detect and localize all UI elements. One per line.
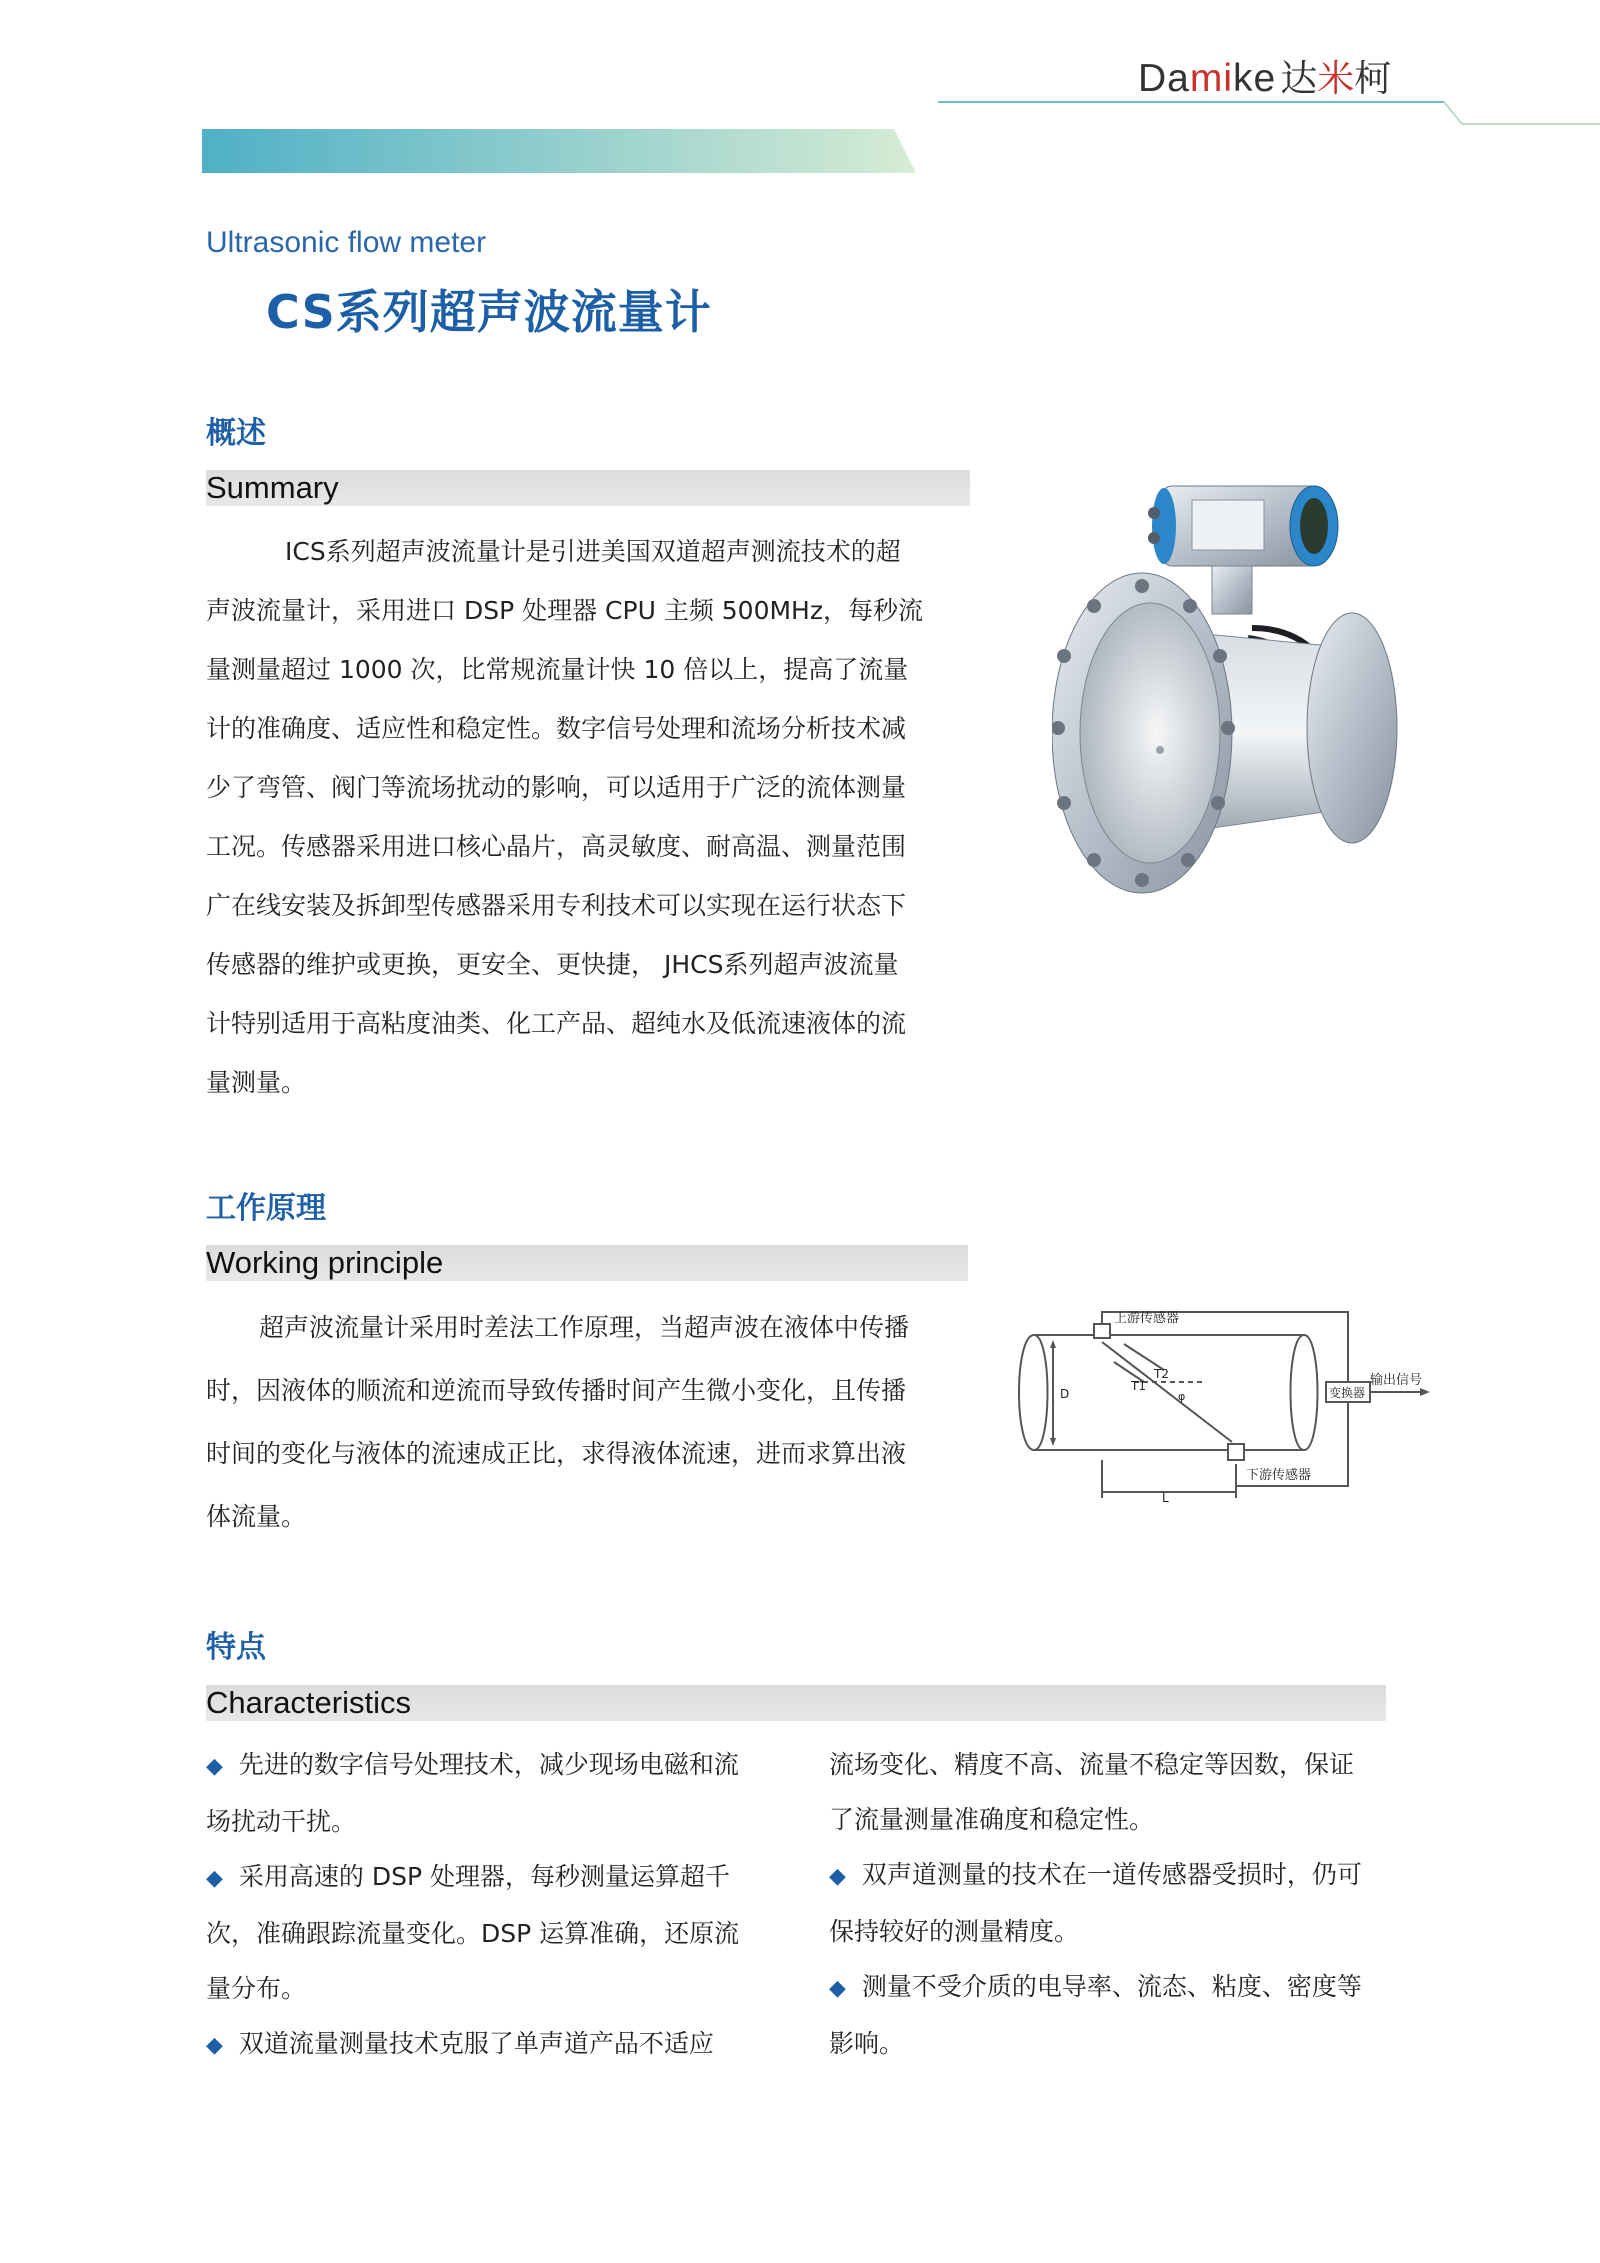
flow-meter-image xyxy=(1052,478,1402,898)
diamond-bullet-icon: ◆ xyxy=(829,1864,846,1889)
diamond-bullet-icon: ◆ xyxy=(206,2033,223,2058)
summary-line: 传感器的维护或更换，更安全、更快捷， JHCS系列超声波流量 xyxy=(206,950,899,979)
feature-item: 流场变化、精度不高、流量不稳定等因数，保证 xyxy=(829,1750,1355,1779)
feature-item: 量分布。 xyxy=(206,1974,307,2003)
page-subtitle: Ultrasonic flow meter xyxy=(206,226,487,259)
principle-diagram xyxy=(1014,1302,1434,1512)
summary-line: 广在线安装及拆卸型传感器采用专利技术可以实现在运行状态下 xyxy=(206,891,907,920)
feature-item: 次，准确跟踪流量变化。DSP 运算准确，还原流 xyxy=(206,1919,740,1948)
summary-line: 少了弯管、阀门等流场扰动的影响，可以适用于广泛的流体测量 xyxy=(206,773,907,802)
feature-item: 场扰动干扰。 xyxy=(206,1807,357,1836)
principle-heading-en: Working principle xyxy=(206,1245,444,1280)
diamond-bullet-icon: ◆ xyxy=(829,1976,846,2001)
principle-line: 体流量。 xyxy=(206,1502,307,1531)
feature-item: ◆ 双道流量测量技术克服了单声道产品不适应 xyxy=(206,2029,714,2058)
length-label: L xyxy=(1162,1491,1169,1505)
feature-item: 了流量测量准确度和稳定性。 xyxy=(829,1805,1155,1834)
downstream-sensor-label: 下游传感器 xyxy=(1246,1468,1312,1483)
feature-item: ◆ 先进的数字信号处理技术，减少现场电磁和流 xyxy=(206,1750,739,1779)
feature-item: 影响。 xyxy=(829,2029,905,2058)
summary-line: 量测量超过 1000 次，比常规流量计快 10 倍以上，提高了流量 xyxy=(206,655,909,684)
summary-line: 声波流量计，采用进口 DSP 处理器 CPU 主频 500MHz，每秒流 xyxy=(206,596,923,625)
summary-line: ICS系列超声波流量计是引进美国双道超声测流技术的超 xyxy=(285,537,901,566)
characteristics-heading-cn: 特点 xyxy=(206,1630,266,1665)
principle-line: 时间的变化与液体的流速成正比，求得液体流速，进而求算出液 xyxy=(206,1439,907,1468)
diamond-bullet-icon: ◆ xyxy=(206,1866,223,1891)
t1-label: T1 xyxy=(1131,1379,1146,1393)
title-gradient-bar xyxy=(202,129,916,173)
principle-paragraph xyxy=(206,1296,968,1548)
feature-item: ◆ 双声道测量的技术在一道传感器受损时，仍可 xyxy=(829,1860,1362,1889)
summary-heading-cn: 概述 xyxy=(206,416,266,451)
summary-paragraph xyxy=(206,522,970,1112)
characteristics-heading-en: Characteristics xyxy=(206,1685,411,1720)
feature-item: 保持较好的测量精度。 xyxy=(829,1917,1080,1946)
brand-logo xyxy=(1138,48,1391,98)
summary-line: 计特别适用于高粘度油类、化工产品、超纯水及低流速液体的流 xyxy=(206,1009,907,1038)
brand-name-latin: Damike xyxy=(1138,57,1277,100)
output-signal-label: 输出信号 xyxy=(1370,1373,1423,1388)
characteristics-right-column xyxy=(829,1737,1399,2071)
page-title: CS系列超声波流量计 xyxy=(266,285,712,339)
diamond-bullet-icon: ◆ xyxy=(206,1754,223,1779)
feature-item: ◆ 测量不受介质的电导率、流态、粘度、密度等 xyxy=(829,1972,1362,2001)
brand-name-cn: 达米柯 xyxy=(1280,57,1392,100)
principle-heading-cn: 工作原理 xyxy=(206,1191,326,1226)
principle-line: 超声波流量计采用时差法工作原理，当超声波在液体中传播 xyxy=(259,1313,910,1342)
principle-line: 时，因液体的顺流和逆流而导致传播时间产生微小变化，且传播 xyxy=(206,1376,907,1405)
upstream-sensor-label: 上游传感器 xyxy=(1114,1311,1180,1326)
angle-label: φ xyxy=(1178,1390,1186,1403)
diameter-label: D xyxy=(1060,1387,1070,1401)
summary-heading-en: Summary xyxy=(206,470,339,505)
converter-label: 变换器 xyxy=(1329,1386,1366,1400)
characteristics-left-column xyxy=(206,1737,786,2073)
t2-label: T2 xyxy=(1154,1367,1169,1381)
summary-line: 工况。传感器采用进口核心晶片，高灵敏度、耐高温、测量范围 xyxy=(206,832,907,861)
summary-line: 量测量。 xyxy=(206,1068,307,1097)
summary-line: 计的准确度、适应性和稳定性。数字信号处理和流场分析技术减 xyxy=(206,714,907,743)
feature-item: ◆ 采用高速的 DSP 处理器，每秒测量运算超千 xyxy=(206,1862,731,1891)
